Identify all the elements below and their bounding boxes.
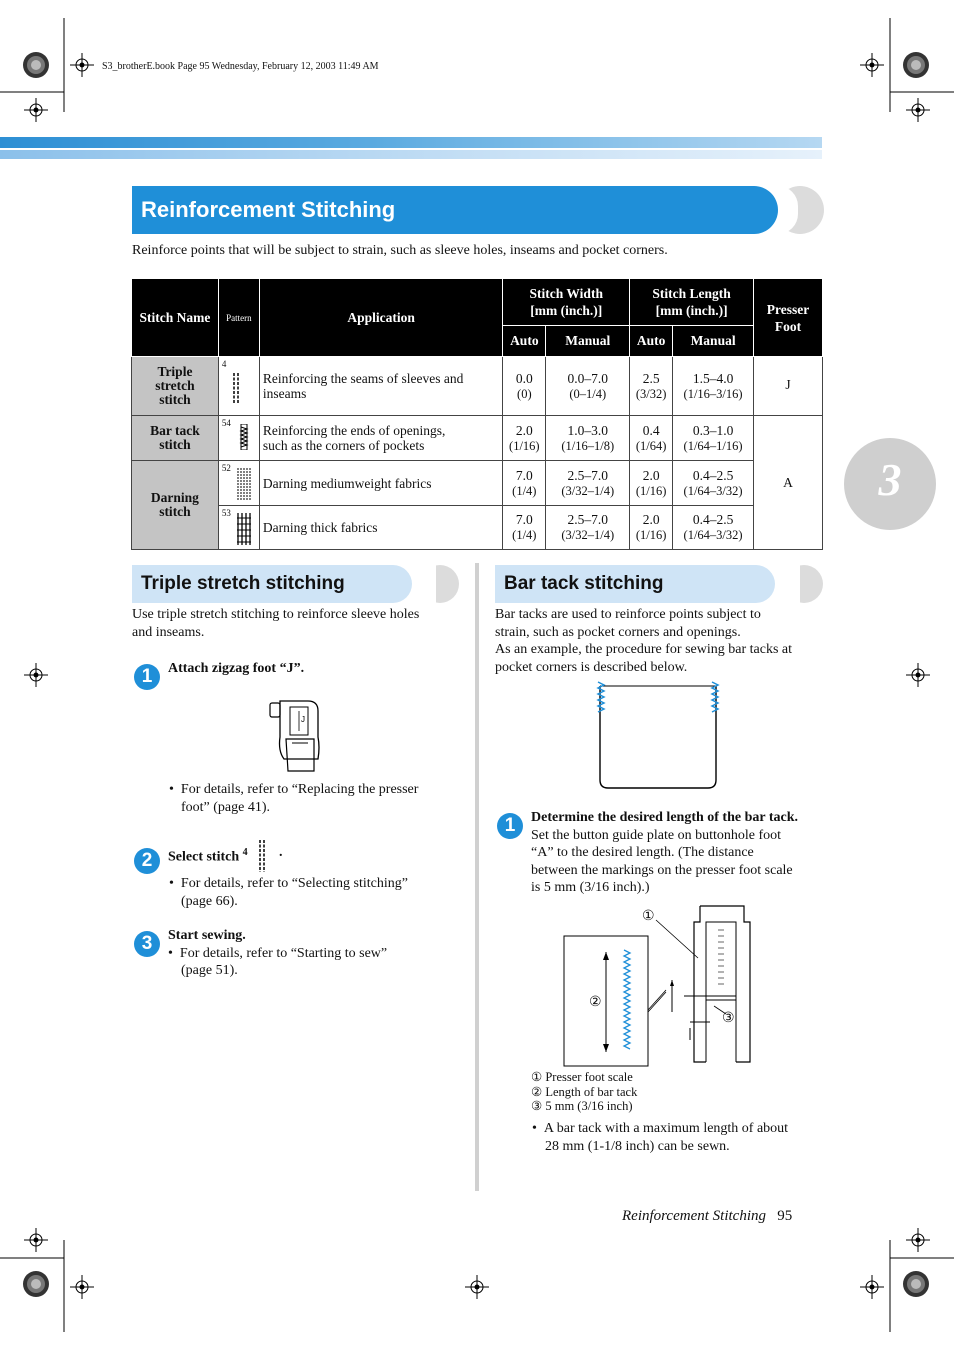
triple-stretch-stitch-icon	[258, 840, 266, 872]
triple-stretch-stitch-icon	[232, 373, 240, 403]
stitch-name: stitch	[159, 504, 191, 519]
right-intro	[495, 606, 792, 676]
bullet-text: For details, refer to “Starting to sew”	[179, 945, 388, 961]
application-cell	[259, 506, 503, 550]
length-manual-cell	[673, 506, 754, 550]
col-pattern: Pattern	[218, 279, 259, 357]
value-inch: (1/16–1/8)	[561, 438, 615, 453]
bullet-text: For details, refer to “Selecting stitching”	[180, 876, 408, 891]
legend-text: 5 mm (3/16 inch)	[545, 1099, 633, 1113]
bullet-dot: •	[168, 945, 180, 961]
value: 2.5–7.0	[567, 467, 608, 483]
value-inch: (1/64–3/32)	[683, 483, 743, 498]
stitch-length-label: Stitch Length	[652, 286, 731, 301]
legend-text: Presser foot scale	[545, 1070, 633, 1084]
width-manual-cell	[546, 461, 630, 506]
intro-line: and inseams.	[132, 624, 205, 640]
step-title: Select stitch	[168, 849, 240, 865]
width-auto-cell	[503, 416, 546, 461]
bullet-text: foot” (page 41).	[181, 799, 271, 815]
value: 0.0	[515, 370, 533, 386]
value: 0.3–1.0	[692, 422, 734, 438]
foot-letter: J	[301, 715, 305, 724]
value-inch: (1/16–3/16)	[683, 386, 743, 401]
bullet-dot: •	[169, 876, 181, 891]
step-number: 1	[497, 813, 523, 839]
step-number: 1	[134, 664, 160, 690]
application-cell	[259, 461, 503, 506]
step-title: Determine the desired length of the bar tack.	[531, 810, 798, 825]
chapter-number: 3	[878, 454, 902, 505]
bullet-dot: •	[169, 782, 181, 797]
value-inch: (3/32–1/4)	[561, 483, 615, 498]
value-inch: (1/64–3/32)	[683, 528, 743, 542]
value: 0.0–7.0	[567, 370, 608, 386]
step-period: .	[279, 845, 283, 860]
darning-thick-stitch-icon	[237, 513, 253, 545]
intro-line: Use triple stretch stitching to reinforce sleeve holes	[132, 607, 420, 622]
section-heading: Bar tack stitching	[504, 573, 664, 594]
pattern-cell	[218, 461, 259, 506]
step-text: between the markings on the presser foot scale	[531, 862, 793, 878]
legend	[531, 1070, 637, 1114]
length-auto-cell	[630, 461, 673, 506]
width-auto-cell	[503, 357, 546, 416]
application-text: Darning mediumweight fabrics	[262, 475, 432, 491]
legend-mark: ①	[531, 1070, 543, 1084]
chapter-tab	[844, 438, 936, 530]
stitch-name-cell	[132, 416, 219, 461]
pattern-number: 54	[221, 418, 231, 428]
value: 1.0–3.0	[567, 422, 608, 438]
step-number: 2	[134, 848, 160, 874]
col-stitch-length	[630, 279, 754, 326]
presser-foot-label-1: Presser	[766, 301, 810, 317]
stitch-name: stitch	[159, 437, 191, 452]
zigzag-foot-j-illustration	[268, 697, 324, 773]
section-heading-bar	[132, 565, 412, 603]
callout-3: ③	[722, 1011, 735, 1026]
step-block	[531, 809, 798, 897]
value-inch: (1/64)	[635, 438, 667, 453]
legend-mark: ②	[531, 1084, 543, 1099]
bullet-text: (page 51).	[181, 963, 238, 978]
bullet	[169, 781, 418, 816]
bullet-dot: •	[532, 1121, 544, 1136]
pattern-cell	[218, 506, 259, 550]
value-inch: (1/16)	[509, 438, 540, 453]
stitch-length-unit: [mm (inch.)]	[655, 303, 728, 318]
value: 0.4–2.5	[692, 512, 734, 527]
page-title: Reinforcement Stitching	[141, 197, 396, 222]
col-length-auto: Auto	[630, 326, 673, 357]
value: 7.0	[515, 512, 533, 527]
step-number: 3	[134, 931, 160, 957]
width-auto-cell	[503, 506, 546, 550]
buttonhole-foot-illustration	[560, 900, 760, 1068]
value-inch: (0–1/4)	[569, 386, 607, 401]
value: 1.5–4.0	[692, 370, 734, 386]
application-text: Reinforcing the seams of sleeves and	[262, 371, 464, 386]
darning-stitch-icon	[237, 468, 253, 500]
page-number: 95	[777, 1208, 793, 1224]
value-inch: (1/64–1/16)	[683, 438, 743, 453]
application-text: such as the corners of pockets	[262, 438, 425, 453]
bullet-text: For details, refer to “Replacing the presser	[180, 782, 419, 797]
pattern-cell	[218, 357, 259, 416]
application-text: Darning thick fabrics	[262, 520, 378, 535]
pattern-number: 53	[221, 508, 231, 518]
pocket-illustration	[594, 680, 724, 792]
col-presser-foot	[754, 279, 823, 357]
legend-mark: ③	[531, 1099, 543, 1113]
col-stitch-width	[503, 279, 630, 326]
width-manual-cell	[546, 506, 630, 550]
step-title-line	[168, 844, 248, 866]
header-band-light	[0, 150, 822, 159]
application-cell	[259, 416, 503, 461]
column-divider	[475, 563, 479, 1191]
legend-item	[531, 1070, 637, 1085]
value-inch: (3/32–1/4)	[561, 528, 615, 542]
section-heading: Triple stretch stitching	[141, 573, 345, 594]
value-inch: (1/16)	[635, 483, 667, 498]
value-inch: (0)	[517, 386, 532, 401]
value-inch: (1/4)	[512, 483, 537, 498]
legend-item	[531, 1099, 637, 1114]
value-inch: (3/32)	[635, 386, 667, 401]
file-info-header: S3_brotherE.book Page 95 Wednesday, February 12, 2003 11:49 AM	[102, 61, 379, 72]
value: 2.0	[515, 422, 533, 438]
step-text: Set the button guide plate on buttonhole foot	[531, 827, 782, 843]
application-cell	[259, 357, 503, 416]
intro-line: Bar tacks are used to reinforce points subject to	[495, 607, 761, 622]
value: 0.4–2.5	[692, 467, 734, 483]
table-row	[132, 461, 823, 506]
col-application: Application	[259, 279, 503, 357]
value: 7.0	[515, 467, 533, 483]
stitch-name: stretch	[155, 378, 195, 393]
presser-foot-cell: J	[754, 357, 823, 416]
stitch-name: stitch	[159, 392, 191, 407]
length-auto-cell	[630, 357, 673, 416]
pattern-number: 4	[221, 359, 227, 369]
step-block	[168, 927, 387, 980]
header-band	[0, 137, 822, 148]
stitch-name: Darning	[150, 490, 199, 505]
length-auto-cell	[630, 416, 673, 461]
intro-line: strain, such as pocket corners and openings.	[495, 624, 741, 640]
note-text: 28 mm (1-1/8 inch) can be sewn.	[545, 1138, 730, 1154]
pattern-cell	[218, 416, 259, 461]
length-manual-cell	[673, 461, 754, 506]
stitch-name-cell	[132, 357, 219, 416]
intro-line: As an example, the procedure for sewing bar tacks at	[495, 642, 792, 657]
width-auto-cell	[503, 461, 546, 506]
stitch-name: Triple	[157, 364, 193, 379]
step-title: Start sewing.	[168, 928, 246, 943]
legend-text: Length of bar tack	[545, 1084, 638, 1099]
width-manual-cell	[546, 357, 630, 416]
value: 0.4	[642, 422, 660, 438]
col-width-auto: Auto	[503, 326, 546, 357]
page-footer	[622, 1208, 792, 1225]
table-row	[132, 357, 823, 416]
legend-item	[531, 1085, 637, 1100]
note	[532, 1120, 788, 1155]
callout-1: ①	[642, 909, 655, 924]
stitch-name-cell	[132, 461, 219, 550]
length-manual-cell	[673, 357, 754, 416]
value: 2.5–7.0	[567, 512, 608, 527]
stitch-number: 4	[242, 847, 248, 858]
footer-section: Reinforcement Stitching	[622, 1208, 766, 1224]
intro-line: pocket corners is described below.	[495, 659, 688, 675]
stitch-width-unit: [mm (inch.)]	[530, 303, 603, 318]
bullet-text: (page 66).	[181, 893, 238, 909]
value: 2.0	[642, 467, 660, 483]
stitch-width-label: Stitch Width	[529, 286, 603, 301]
width-manual-cell	[546, 416, 630, 461]
presser-foot-label-2: Foot	[774, 318, 802, 334]
note-text: A bar tack with a maximum length of about	[543, 1121, 789, 1136]
pattern-number: 52	[221, 463, 231, 473]
presser-foot-cell: A	[754, 416, 823, 550]
length-manual-cell	[673, 416, 754, 461]
stitch-name: Bar tack	[150, 423, 200, 438]
application-text: Reinforcing the ends of openings,	[262, 423, 446, 438]
callout-2: ②	[589, 995, 602, 1010]
table-row	[132, 416, 823, 461]
value-inch: (1/16)	[635, 528, 667, 542]
col-stitch-name: Stitch Name	[132, 279, 219, 357]
bullet	[169, 875, 408, 910]
bar-tack-stitch-icon	[239, 424, 249, 450]
col-length-manual: Manual	[673, 326, 754, 357]
left-intro	[132, 606, 419, 641]
value: 2.5	[642, 370, 660, 386]
value: 2.0	[642, 512, 660, 527]
length-auto-cell	[630, 506, 673, 550]
page-title-bar	[132, 186, 778, 234]
table-row	[132, 506, 823, 550]
intro-text: Reinforce points that will be subject to strain, such as sleeve holes, inseams and pocket corners.	[132, 243, 668, 258]
value-inch: (1/4)	[512, 528, 537, 542]
step-title: Attach zigzag foot “J”.	[168, 661, 305, 676]
stitch-table	[131, 278, 823, 550]
application-text: inseams	[262, 386, 307, 401]
step-text: is 5 mm (3/16 inch).)	[531, 880, 650, 895]
step-text: “A” to the desired length. (The distance	[531, 845, 754, 860]
col-width-manual: Manual	[546, 326, 630, 357]
section-heading-bar	[495, 565, 775, 603]
